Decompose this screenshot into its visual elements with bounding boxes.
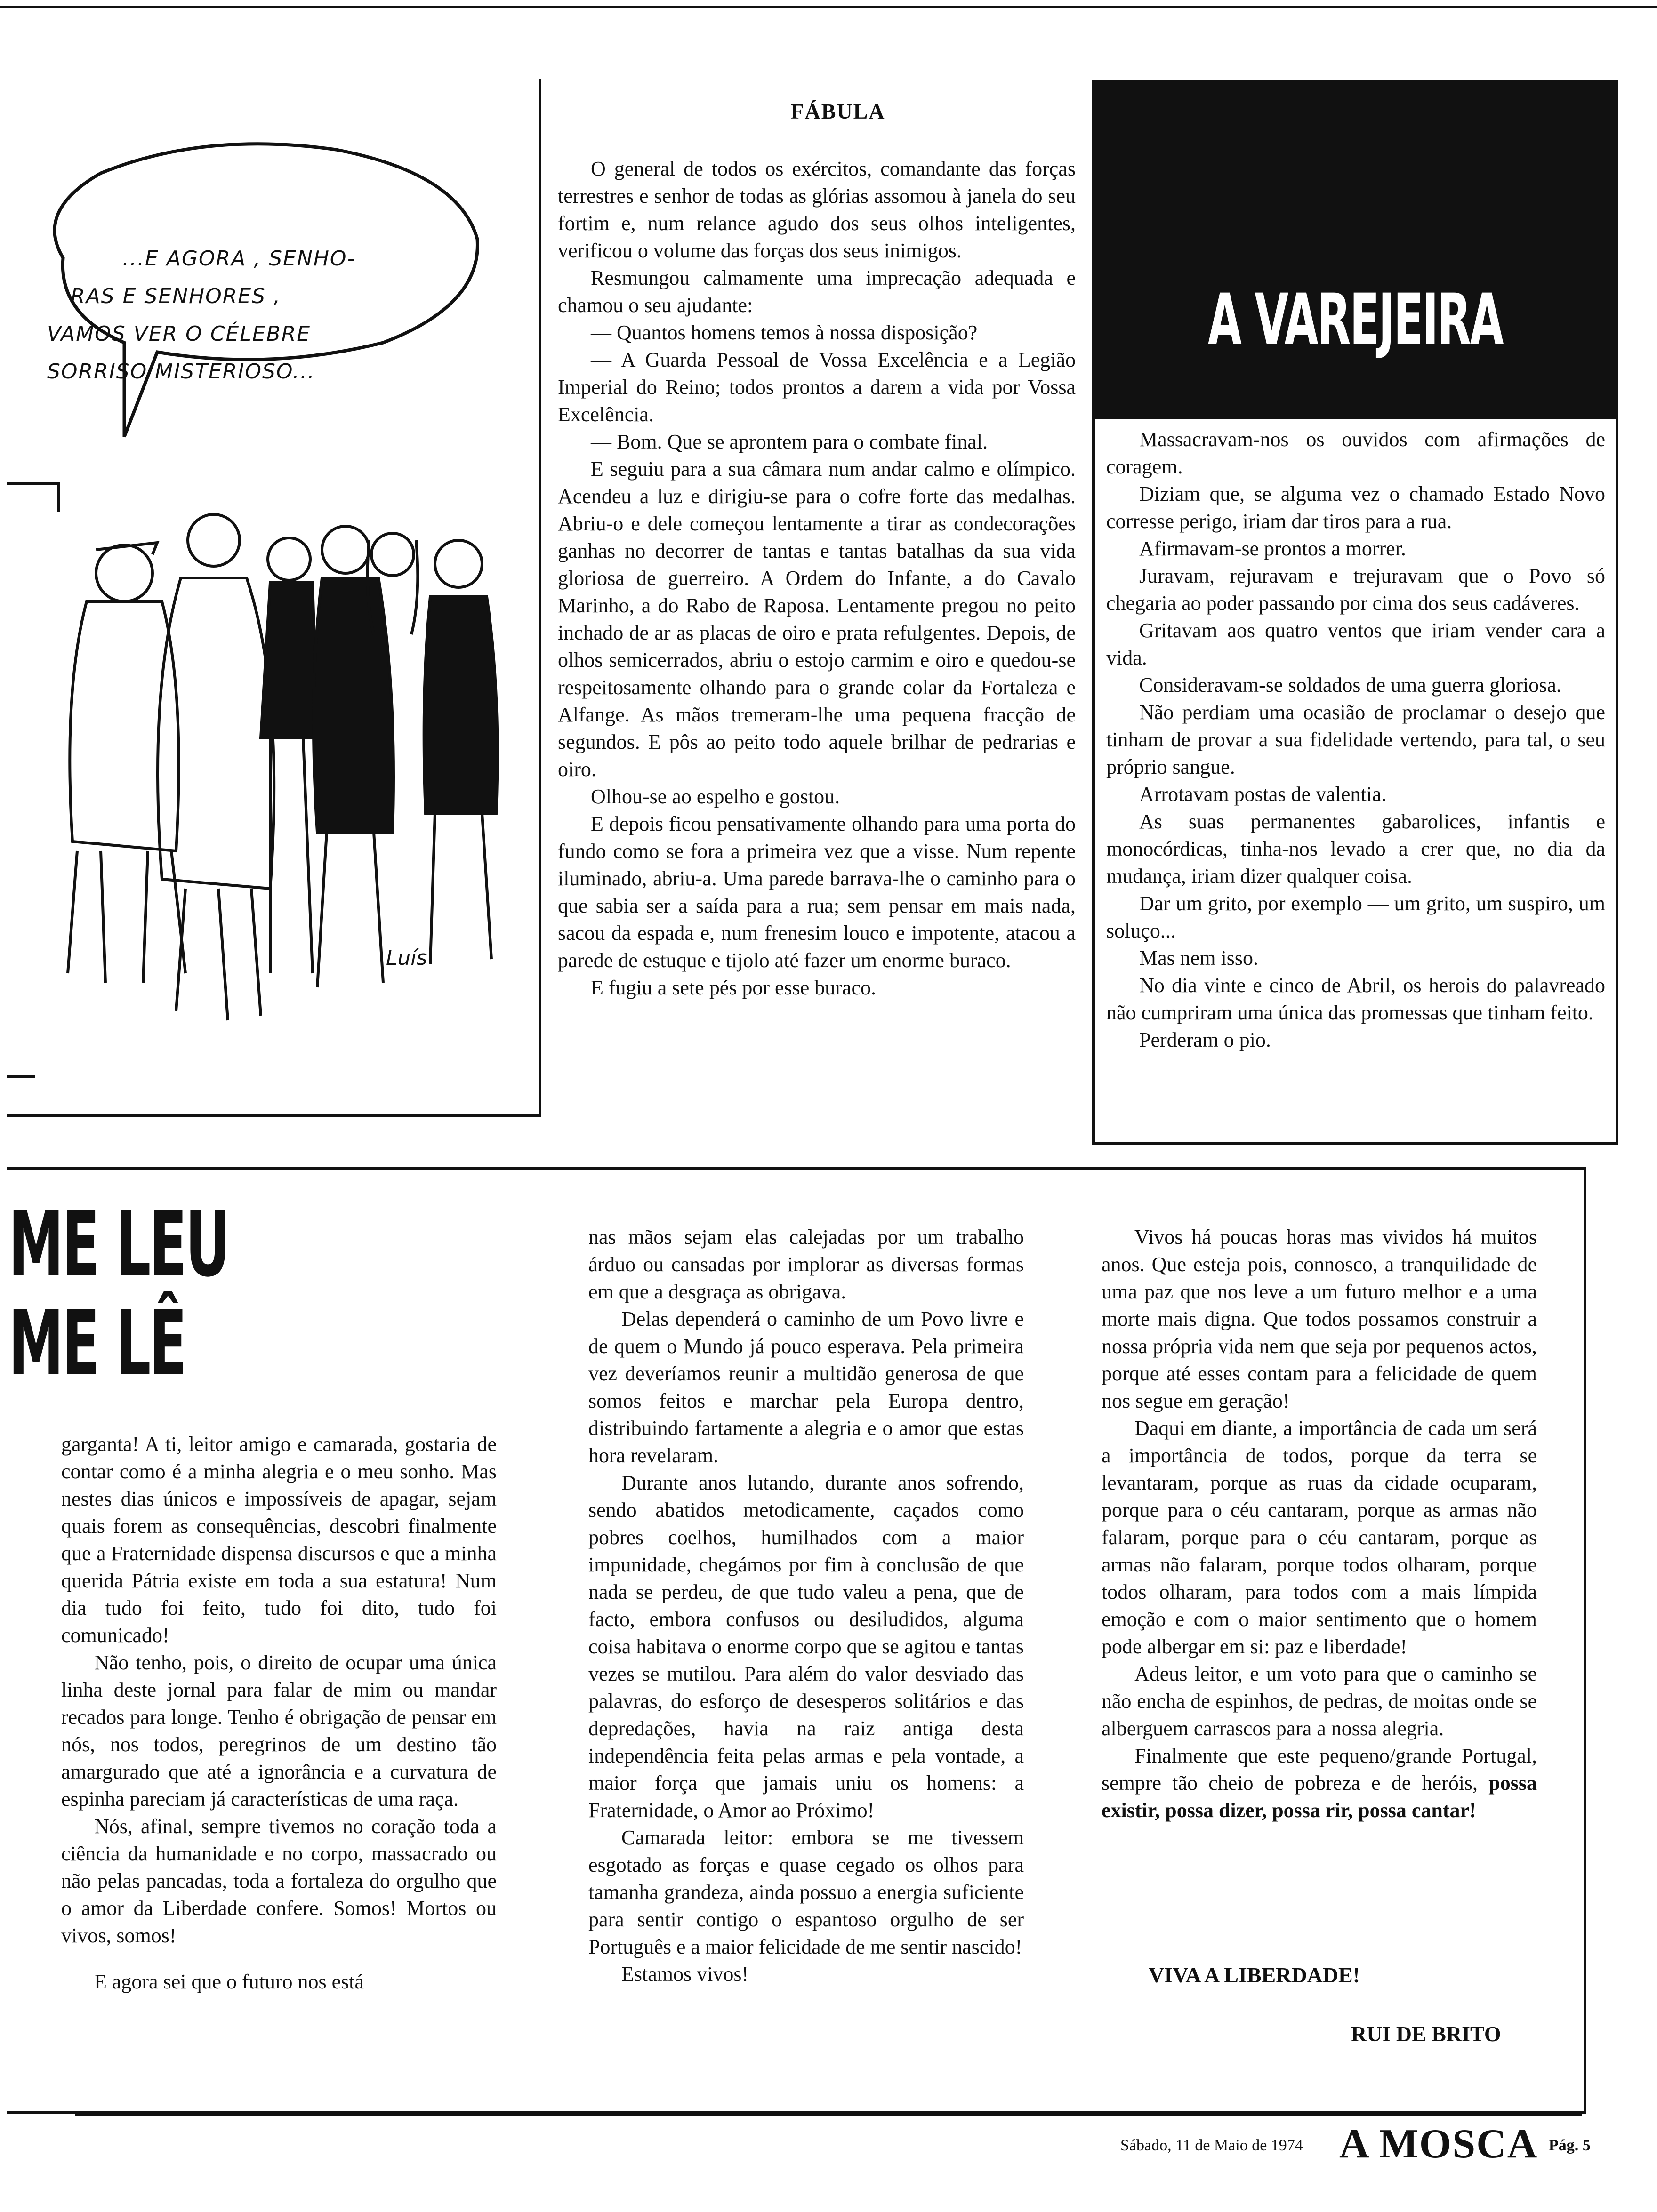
fabula-paragraph: Resmungou calmamente uma imprecação adequada e chamou o seu ajudante:: [558, 266, 1076, 317]
fabula-paragraph: — A Guarda Pessoal de Vossa Excelência e a Legião Imperial do Reino; todos prontos a darem a vida por Vossa Excelência.: [558, 348, 1076, 426]
masthead: A MOSCA: [1339, 2121, 1538, 2167]
varejeira-paragraph: Juravam, rejuravam e trejuravam que o Povo só chegaria ao poder passando por cima dos seus cadáveres.: [1106, 564, 1605, 615]
meleu-title-line-1: ME LEU: [8, 1193, 229, 1297]
top-rule: [0, 6, 1657, 8]
speech-line-4: SORRISO MISTERIOSO...: [47, 360, 315, 384]
varejeira-paragraph: Mas nem isso.: [1139, 946, 1258, 970]
meleu-paragraph: Vivos há poucas horas mas vividos há muitos anos. Que esteja pois, connosco, a tranquilidade de uma paz que nos leve a um futuro melhor e a uma morte mais digna. Que todos possamos construir a nossa própria vida nem que seja por pequenos actos, porque até esses contam para a felicidade de quem nos segue em geração!: [1102, 1226, 1537, 1412]
varejeira-paragraph: Dar um grito, por exemplo — um grito, um suspiro, um soluço...: [1106, 892, 1605, 942]
fabula-paragraph: — Bom. Que se aprontem para o combate final.: [591, 430, 988, 453]
meleu-paragraph: Camarada leitor: embora se me tivessem esgotado as forças e quase cegado os olhos para tamanha grandeza, ainda possuo a energia suficiente para sentir contigo o espantoso orgulho de ser Português e a maior felicidade de me sentir nascido!: [588, 1826, 1024, 1958]
fabula-paragraph: — Quantos homens temos à nossa disposição?: [591, 321, 978, 344]
meleu-paragraph: Daqui em diante, a importância de cada um será a importância de todos, porque da terra se levantaram, porque as ruas da cidade ocuparam, porque para o céu cantaram, porque as armas não falaram, porque para o céu cantaram, porque as armas não falaram, porque todos olharam, porque todos olharam, para todos com a mais límpida emoção e com o maior sentimento que o homem pode albergar em si: paz e liberdade!: [1102, 1417, 1537, 1658]
final-normal: Finalmente que este pequeno/grande Portugal, sempre tão cheio de pobreza e de heróis,: [1102, 1744, 1537, 1795]
meleu-paragraph: nas mãos sejam elas calejadas por um trabalho árduo ou cansadas por implorar as diversas formas em que a desgraça as obrigava.: [588, 1226, 1024, 1303]
meleu-paragraph: Adeus leitor, e um voto para que o caminho se não encha de espinhos, de pedras, de moitas onde se alberguem carrascos para a nossa alegria.: [1102, 1662, 1537, 1740]
meleu-paragraph: Durante anos lutando, durante anos sofrendo, sendo abatidos metodicamente, caçados como pobres coelhos, humilhados com a maior impunidade, chegámos por fim à conclusão de que nada se perdeu, de que tudo valeu a pena, que de facto, embora confusos ou desiludidos, alguma coisa habitava o enorme corpo que se agitou e tantas vezes se mutilou. Para além do valor desviado das palavras, do esforço de desesperos solitários e das depredações, havia na raiz antiga desta independência feita pelas armas e pela vontade, a maior força que jamais uniu os homens: a Fraternidade, o Amor ao Próximo!: [588, 1471, 1024, 1822]
varejeira-paragraph: Massacravam-nos os ouvidos com afirmações de coragem.: [1106, 428, 1605, 478]
speech-line-1: ...E AGORA , SENHO-: [122, 247, 356, 271]
fabula-title: FÁBULA: [790, 99, 885, 123]
meleu-title: [8, 1195, 229, 1393]
fabula-paragraph: O general de todos os exércitos, comandante das forças terrestres e senhor de todas as glórias assomou à janela do seu fortim e, num relance agudo dos seus olhos inteligentes, verificou o volume das forças dos seus inimigos.: [558, 157, 1076, 262]
fabula-paragraph: E fugiu a sete pés por esse buraco.: [591, 976, 877, 999]
cartoon-speech: [47, 240, 433, 391]
meleu-paragraph: garganta! A ti, leitor amigo e camarada, gostaria de contar como é a minha alegria e o meu sonho. Mas nestes dias únicos e impossíveis de apagar, sejam quais forem as consequências, descobri finalmente que a Fraternidade dispensa discursos e que a minha querida Pátria existe em toda a sua estatura! Num dia tudo foi feito, tudo foi dito, tudo foi comunicado!: [61, 1433, 497, 1647]
varejeira-text: [1106, 426, 1605, 1054]
meleu-column-1: [61, 1431, 497, 1996]
varejeira-paragraph: No dia vinte e cinco de Abril, os herois do palavreado não cumpriram uma única das promessas que tinham feito.: [1106, 974, 1605, 1024]
meleu-paragraph: Estamos vivos!: [621, 1963, 749, 1986]
varejeira-paragraph: Gritavam aos quatro ventos que iriam vender cara a vida.: [1106, 619, 1605, 669]
cartoon-signature: Luís: [386, 946, 427, 970]
varejeira-paragraph: Arrotavam postas de valentia.: [1139, 783, 1387, 806]
varejeira-header: [1092, 80, 1618, 419]
varejeira-title: A VAREJEIRA: [1207, 279, 1503, 361]
meleu-paragraph: Delas dependerá o caminho de um Povo livre e de quem o Mundo já pouco esperava. Pela primeira vez deveríamos reunir a multidão generosa de que somos feitos e marchar pela Europa dentro, distribuindo fartamente a alegria e o amor que estas hora revelaram.: [588, 1307, 1024, 1467]
cartoon-drawing: [7, 79, 539, 1114]
viva-liberdade: VIVA A LIBERDADE!: [1149, 1963, 1360, 1987]
meleu-paragraph-final: [1102, 1742, 1537, 1824]
varejeira-paragraph: As suas permanentes gabarolices, infantis e monocórdicas, tinha-nos levado a crer que, no dia da mudança, iriam dizer qualquer coisa.: [1106, 810, 1605, 888]
meleu-column-2: [588, 1224, 1024, 1988]
meleu-column-3: [1102, 1224, 1537, 1824]
speech-line-3: VAMOS VER O CÉLEBRE: [47, 322, 311, 346]
meleu-title-line-2: ME LÊ: [8, 1291, 185, 1395]
varejeira-paragraph: Consideravam-se soldados de uma guerra gloriosa.: [1139, 673, 1561, 697]
varejeira-paragraph: Perderam o pio.: [1139, 1028, 1271, 1051]
footer-rule: [75, 2114, 1582, 2116]
varejeira-paragraph: Diziam que, se alguma vez o chamado Estado Novo corresse perigo, iriam dar tiros para a rua.: [1106, 482, 1605, 533]
speech-line-2: RAS E SENHORES ,: [71, 284, 282, 308]
fabula-text: [558, 155, 1076, 1002]
fabula-paragraph: Olhou-se ao espelho e gostou.: [591, 785, 840, 808]
meleu-paragraph: E agora sei que o futuro nos está: [94, 1970, 364, 1993]
varejeira-paragraph: Afirmavam-se prontos a morrer.: [1139, 537, 1406, 560]
varejeira-paragraph: Não perdiam uma ocasião de proclamar o desejo que tinham de provar a sua fidelidade vertendo, para tal, o seu próprio sangue.: [1106, 701, 1605, 778]
meleu-paragraph: Não tenho, pois, o direito de ocupar uma única linha deste jornal para falar de mim ou mandar recados para longe. Tenho é obrigação de pensar em nós, nos todos, peregrinos de um destino tão amargurado que até a ignorância e a curvatura de espinha pareciam já características de uma raça.: [61, 1651, 497, 1811]
fabula-paragraph: E seguiu para a sua câmara num andar calmo e olímpico. Acendeu a luz e dirigiu-se para o cofre forte das medalhas. Abriu-o e dele começou lentamente a tirar as condecorações ganhas no decorrer de tantas e tantas batalhas da sua vida gloriosa de guerreiro. A Ordem do Infante, a do Cavalo Marinho, a do Rabo de Raposa. Lentamente pregou no peito inchado de ar as placas de oiro e prata refulgentes. Depois, de olhos semicerrados, abriu o estojo carmim e oiro e quedou-se respeitosamente olhando para o grande colar da Fortaleza e Alfange. As mãos tremeram-lhe uma pequena fracção de segundos. E pôs ao peito todo aquele brilhar de pedrarias e oiro.: [558, 457, 1076, 781]
page-number: Pág. 5: [1549, 2137, 1591, 2154]
footer-date: Sábado, 11 de Maio de 1974: [1120, 2137, 1303, 2154]
final-bold: possa existir, possa dizer, possa rir, possa cantar!: [1102, 1771, 1537, 1822]
author-signature: RUI DE BRITO: [1351, 2022, 1501, 2046]
meleu-paragraph: Nós, afinal, sempre tivemos no coração toda a ciência da humanidade e no corpo, massacrado ou não pelas pancadas, toda a fortaleza do orgulho que o amor da Liberdade confere. Somos! Mortos ou vivos, somos!: [61, 1815, 497, 1947]
fabula-paragraph: E depois ficou pensativamente olhando para uma porta do fundo como se fora a primeira vez que a visse. Num repente iluminado, abriu-a. Uma parede barrava-lhe o caminho para o que sabia ser a saída para a rua; sem pensar em mais nada, sacou da espada e, num frenesim louco e impotente, atacou a parede de estuque e tijolo até fazer um enorme buraco.: [558, 812, 1076, 972]
